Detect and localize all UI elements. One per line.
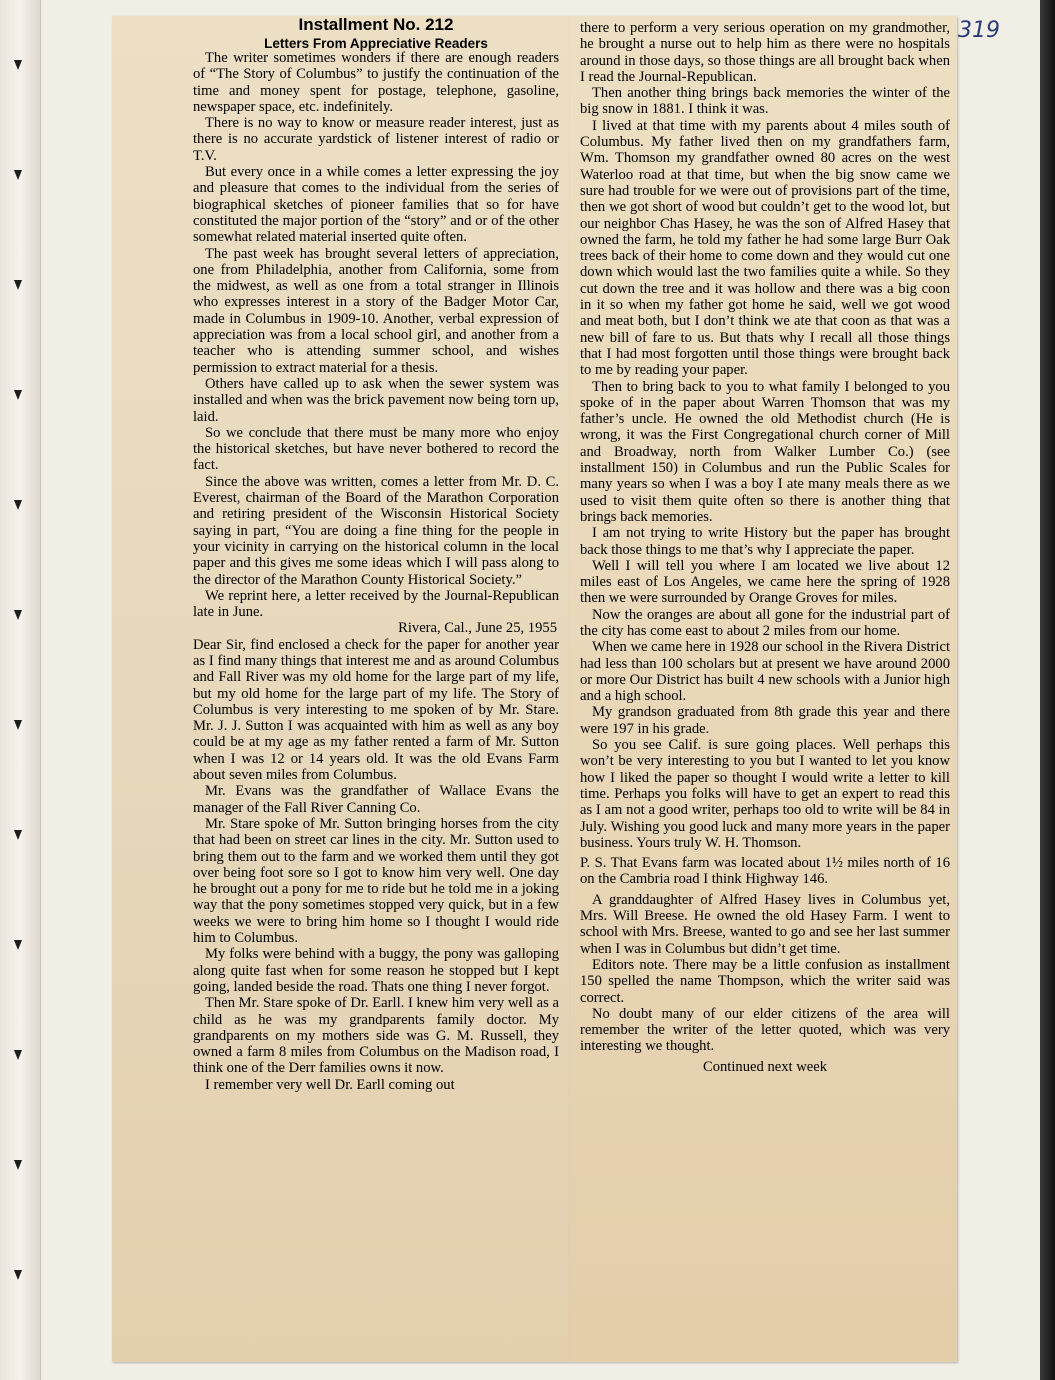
paragraph: There is no way to know or measure reader interest, just as there is no accurate yardstick of listener interest of radio or T.V.	[193, 115, 559, 164]
letter-paragraph: Then another thing brings back memories the winter of the big snow in 1881. I think it was.	[580, 85, 950, 118]
letter-paragraph: Dear Sir, find enclosed a check for the paper for another year as I find many things that interest me and as around Columbus and Fall River was my old home for the large part of my life, but my old home for the large part of my life. The Story of Columbus is very interesting to me spoken of by Mr. Stare. Mr. J. J. Sutton I was acquainted with him as well as any boy could be at my age as my father rented a farm of Mr. Sutton when I was 12 or 14 years old. It was the old Evans Farm about seven miles from Columbus.	[193, 636, 559, 784]
binder-hole-icon	[14, 1270, 22, 1280]
paragraph: Since the above was written, comes a letter from Mr. D. C. Everest, chairman of the Board of the Marathon Corporation and retiring president of the Wisconsin Historical Society saying in part, “You are doing a fine thing for the people in your vicinity in carrying on the historical column in the local paper and this gives me some ideas which I will pass along to the director of the Marathon County Historical Society.”	[193, 473, 559, 588]
article-heading	[193, 14, 559, 52]
right-column	[580, 20, 950, 1075]
left-column	[193, 50, 559, 1093]
binder-hole-icon	[14, 280, 22, 290]
editors-note: Editors note. There may be a little confusion as installment 150 spelled the name Thompson, which the writer said was correct.	[580, 956, 950, 1006]
letter-paragraph: Mr. Stare spoke of Mr. Sutton bringing horses from the city that had been on street car lines in the city. Mr. Sutton used to bring them out to the farm and we worked them until they got over being foot sore so I got to know him very well. One day he brought out a pony for me to ride but he told me in a joking way that the pony sometimes stopped very quick, but in a few weeks we were to bring him home so I thought I would ride him to Columbus.	[193, 815, 559, 947]
letter-dateline: Rivera, Cal., June 25, 1955	[398, 620, 557, 637]
binder-hole-icon	[14, 60, 22, 70]
binder-hole-icon	[14, 720, 22, 730]
letter-paragraph: My grandson graduated from 8th grade this year and there were 197 in his grade.	[580, 704, 950, 737]
letter-paragraph: When we came here in 1928 our school in the Rivera District had less than 100 scholars but at present we have around 2000 or more Our District has built 4 new schools with a Junior high and a high school.	[580, 639, 950, 705]
letter-paragraph: Now the oranges are about all gone for the industrial part of the city has come east to about 2 miles from our home.	[580, 606, 950, 639]
paragraph: Others have called up to ask when the sewer system was installed and when was the brick pavement now being torn up, laid.	[193, 375, 559, 425]
album-spine	[0, 0, 41, 1380]
postscript: P. S. That Evans farm was located about 1½ miles north of 16 on the Cambria road I think Highway 146.	[580, 855, 950, 888]
paragraph: A granddaughter of Alfred Hasey lives in Columbus yet, Mrs. Will Breese. He owned the old Hasey Farm. I went to school with Mrs. Breese, wanted to go and see her last summer when I was in Columbus but didn’t get time.	[580, 891, 950, 957]
paragraph: The past week has brought several letters of appreciation, one from Philadelphia, another from California, some from the midwest, as well as one from a total stranger in Illinois who expresses interest in a story of the Badger Motor Car, made in Columbus in 1909-10. Another, verbal expression of appreciation was from a local school girl, and another from a teacher who is attending summer school, and wishes permission to extract material for a thesis.	[193, 245, 559, 376]
letter-paragraph: My folks were behind with a buggy, the pony was galloping along quite fast when for some reason he stopped but I kept going, landed beside the road. Thats one thing I never forgot.	[193, 946, 559, 995]
binder-hole-icon	[14, 390, 22, 400]
letter-paragraph: So you see Calif. is sure going places. Well perhaps this won’t be very interesting to you but I wanted to let you know how I liked the paper so thought I would write a letter to kill time. Perhaps you folks will have to get an expert to read this as I am not a good writer, perhaps too old to write will be 84 in July. Wishing you good luck and many more years in the paper business. Yours truly W. H. Thomson.	[580, 737, 950, 851]
letter-paragraph: Then to bring back to you to what family I belonged to you spoke of in the paper about Warren Thomson that was my father’s uncle. He owned the old Methodist church (He is wrong, it was the First Congregational church corner of Mill and Broadway, north from Walker Lumber Co.) (see installment 150) in Columbus and run the Public Scales for many years so when I was a boy I ate many meals there as we used to visit them quite often so there is another thing that brings back memories.	[580, 378, 950, 525]
paragraph: So we conclude that there must be many more who enjoy the historical sketches, but have never bothered to record the fact.	[193, 424, 559, 474]
letter-paragraph: there to perform a very serious operation on my grandmother, he brought a nurse out to help him as there were no hospitals around in those days, so those things are all brought back when I read the Journal-Republican.	[580, 20, 950, 85]
installment-title: Installment No. 212	[298, 15, 454, 34]
binder-hole-icon	[14, 1160, 22, 1170]
binder-hole-icon	[14, 940, 22, 950]
paragraph: The writer sometimes wonders if there are enough readers of “The Story of Columbus” to justify the continuation of the time and money spent for postage, telephone, gasoline, newspaper space, etc. indefinitely.	[193, 50, 559, 115]
binder-hole-icon	[14, 610, 22, 620]
letter-paragraph: I am not trying to write History but the paper has brought back those things to me that’s why I appreciate the paper.	[580, 525, 950, 558]
letter-paragraph: I remember very well Dr. Earll coming out	[205, 1076, 455, 1093]
binder-hole-icon	[14, 170, 22, 180]
handwritten-page-number: 319	[958, 18, 1000, 43]
continued-notice: Continued next week	[702, 1058, 828, 1075]
binder-hole-icon	[14, 830, 22, 840]
book-edge	[1040, 0, 1055, 1380]
paragraph: We reprint here, a letter received by the Journal-Republican late in June.	[193, 587, 559, 621]
article-subtitle: Letters From Appreciative Readers	[264, 36, 488, 51]
letter-paragraph: Mr. Evans was the grandfather of Wallace Evans the manager of the Fall River Canning Co.	[193, 783, 559, 816]
letter-paragraph: I lived at that time with my parents about 4 miles south of Columbus. My father lived then on my grandfathers farm, Wm. Thomson my grandfather owned 80 acres on the west Waterloo road at that time, but when the big snow came we sure had trouble for we were out of provisions part of the time, then we got short of wood but couldn’t get to the wood lot, but our neighbor Chas Hasey, he was the son of Alfred Hasey that owned the farm, he told my father he had some large Burr Oak trees back of their home to come down and they would cut one down which would last the two families quite a while. So they cut down the tree and it was hollow and there was a big coon in it so when my father got home he said, well we got wood and meat both, but I don’t think we ate that coon as that was a new bill of fare to us. But thats why I recall all those things that I had most forgotten until those things were brought back to me by reading your paper.	[580, 117, 950, 379]
letter-paragraph: Well I will tell you where I am located we live about 12 miles east of Los Angeles, we came here the spring of 1928 then we were surrounded by Orange Groves for miles.	[580, 557, 950, 607]
paragraph: No doubt many of our elder citizens of the area will remember the writer of the letter quoted, which was very interesting we thought.	[580, 1005, 950, 1055]
paragraph: But every once in a while comes a letter expressing the joy and pleasure that comes to the individual from the series of biographical sketches of pioneer families that so for have constituted the major portion of the “story” and or of the other somewhat related material inserted quite often.	[193, 164, 559, 246]
letter-paragraph: Then Mr. Stare spoke of Dr. Earll. I knew him very well as a child as he was my grandparents family doctor. My grandparents on my mothers side was G. M. Russell, they owned a farm 8 miles from Columbus on the Madison road, I think one of the Derr families owns it now.	[193, 995, 559, 1077]
binder-hole-icon	[14, 1050, 22, 1060]
binder-hole-icon	[14, 500, 22, 510]
